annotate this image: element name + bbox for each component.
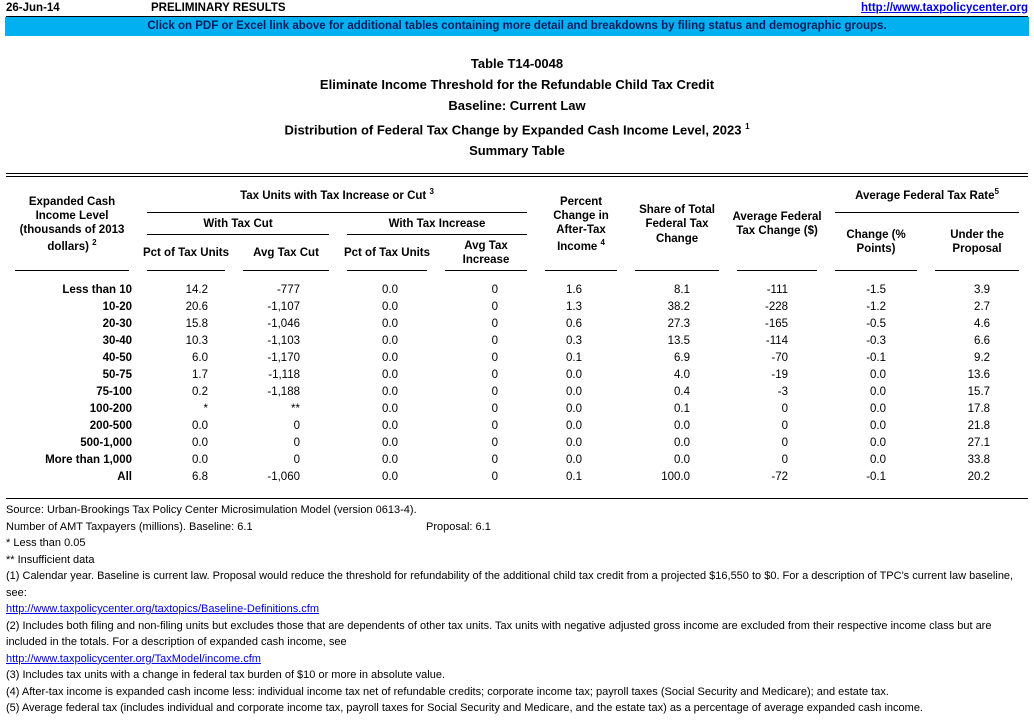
preliminary-results-label: PRELIMINARY RESULTS: [151, 2, 286, 14]
col-header-average-federal-tax-change: Average Federal Tax Change ($): [728, 177, 826, 271]
table-row: [6, 383, 1028, 400]
value-cell: 0: [293, 436, 300, 449]
value-cell: -1,046: [267, 317, 300, 330]
footnote-5: (5) Average federal tax (includes individual and corporate income tax, payroll taxes for Social Security and Medicare, and the estate tax) as a percentage of average expanded cash income.: [6, 702, 923, 715]
top-header-row: [6, 0, 1028, 17]
table-number-title: Table T14-0048: [470, 56, 564, 71]
col-group-tax-units-with-increase-or-cut: Tax Units with Tax Increase or Cut $^3$: [138, 177, 536, 213]
value-cell: -3: [777, 385, 789, 398]
value-cell: 4.6: [974, 317, 991, 330]
value-cell: 17.8: [967, 402, 991, 415]
value-cell: 0.1: [566, 470, 583, 483]
value-cell: 27.3: [667, 317, 691, 330]
doublestar-note: ** Insufficient data: [6, 553, 95, 566]
income-level-cell: 40-50: [102, 351, 132, 364]
value-cell: 0.0: [382, 470, 398, 483]
value-cell: *: [203, 402, 208, 415]
value-cell: 1.3: [566, 300, 583, 313]
value-cell: -70: [771, 351, 789, 364]
value-cell: 0.0: [870, 419, 887, 432]
value-cell: 0: [491, 436, 499, 449]
value-cell: 0.3: [566, 334, 583, 347]
footnote-4: (4) After-tax income is expanded cash income less: individual income tax net of refundable credits; corporate income tax; payroll taxes (Social Security and Medicare); and estate tax.: [6, 685, 889, 698]
col-header-expanded-cash-income: Expanded Cash Income Level (thousands of 2013 dollars) $^2$: [6, 177, 138, 271]
col-group-with-tax-increase: With Tax Increase: [338, 213, 536, 235]
value-cell: 38.2: [667, 300, 691, 313]
value-cell: 0.0: [566, 453, 583, 466]
value-cell: 8.1: [674, 283, 691, 296]
value-cell: -72: [771, 470, 789, 483]
table-row: [6, 298, 1028, 315]
value-cell: 0: [491, 402, 499, 415]
value-cell: 0.0: [870, 368, 887, 381]
table-body: [6, 271, 1028, 485]
col-group-average-federal-tax-rate: Average Federal Tax Rate$^5$: [826, 177, 1028, 213]
value-cell: 0.2: [192, 385, 208, 398]
value-cell: 0.0: [192, 453, 208, 466]
value-cell: -165: [765, 317, 789, 330]
value-cell: -777: [276, 283, 300, 296]
value-cell: 0.6: [566, 317, 583, 330]
proposal-title: Eliminate Income Threshold for the Refundable Child Tax Credit: [319, 77, 715, 92]
tpc-home-link[interactable]: http://www.taxpolicycenter.org: [861, 2, 1028, 14]
summary-table-title: Summary Table: [469, 143, 565, 159]
income-level-cell: 10-20: [102, 300, 132, 313]
footnote-1-link-row: [6, 601, 1028, 618]
value-cell: -0.5: [866, 317, 887, 330]
baseline-title: Baseline: Current Law: [448, 98, 586, 113]
table-row: [6, 366, 1028, 383]
income-level-cell: 75-100: [96, 385, 132, 398]
value-cell: 0.0: [382, 453, 398, 466]
value-cell: -114: [765, 334, 789, 347]
value-cell: 0.0: [870, 453, 887, 466]
col-group-with-tax-cut: With Tax Cut: [138, 213, 338, 235]
table-row: [6, 332, 1028, 349]
value-cell: 0.0: [674, 419, 691, 432]
value-cell: 2.7: [974, 300, 991, 313]
value-cell: 0: [781, 436, 789, 449]
value-cell: -0.1: [866, 470, 887, 483]
col-header-avg-tax-increase: Avg Tax Increase: [436, 235, 536, 271]
value-cell: 0.0: [382, 436, 398, 449]
footnote-1: (1) Calendar year. Baseline is current law. Proposal would reduce the threshold for refundability of the additional child tax credit from a projected $16,550 to $0. For a description of TPC's current law baseline, see:: [6, 570, 1014, 599]
info-banner: Click on PDF or Excel link above for additional tables containing more detail and breakdowns by filing status and demographic groups.: [5, 17, 1029, 36]
value-cell: 100.0: [661, 470, 691, 483]
table-row: [6, 400, 1028, 417]
value-cell: 0.0: [566, 368, 583, 381]
footnote-3: (3) Includes tax units with a change in federal tax burden of $10 or more in absolute value.: [6, 669, 446, 682]
amt-proposal-value: Proposal: 6.1: [426, 520, 491, 533]
value-cell: -1,118: [268, 368, 300, 381]
value-cell: 15.8: [185, 317, 208, 330]
value-cell: 0: [491, 334, 499, 347]
value-cell: 0: [491, 419, 499, 432]
footnotes-block: [6, 502, 1028, 717]
value-cell: 33.8: [967, 453, 991, 466]
value-cell: -1,060: [267, 470, 300, 483]
value-cell: -1,103: [267, 334, 300, 347]
income-level-cell: 200-500: [89, 419, 132, 432]
value-cell: 0: [491, 470, 499, 483]
value-cell: 6.0: [192, 351, 208, 364]
col-header-pct-of-tax-units-increase: Pct of Tax Units: [338, 235, 436, 271]
income-level-cell: 30-40: [102, 334, 132, 347]
col-header-share-of-total-federal-tax-change: Share of Total Federal Tax Change: [626, 177, 728, 271]
value-cell: -1,107: [267, 300, 300, 313]
distribution-title: Distribution of Federal Tax Change by Expanded Cash Income Level, 2023 $^1$: [284, 122, 750, 138]
value-cell: 0: [781, 453, 789, 466]
value-cell: 0.0: [382, 402, 398, 415]
baseline-definitions-link[interactable]: http://www.taxpolicycenter.org/taxtopics/Baseline-Definitions.cfm: [6, 603, 320, 616]
value-cell: -19: [771, 368, 789, 381]
value-cell: **: [291, 402, 300, 415]
value-cell: 1.6: [566, 283, 583, 296]
col-header-pct-of-tax-units-cut: Pct of Tax Units: [138, 235, 234, 271]
footnote-ref-2: 2: [92, 237, 97, 247]
value-cell: -0.3: [866, 334, 887, 347]
value-cell: 13.5: [667, 334, 691, 347]
table-row: [6, 434, 1028, 451]
value-cell: 20.2: [967, 470, 991, 483]
footnote-2: (2) Includes both filing and non-filing units but excludes those that are dependents of other tax units. Tax units with negative adjusted gross income are excluded from their respective income class but are included in the totals. For a description of expanded cash income, see: [6, 619, 992, 649]
col-header-rate-under-proposal: Under the Proposal: [926, 213, 1028, 271]
value-cell: 10.3: [185, 334, 208, 347]
value-cell: 6.8: [192, 470, 208, 483]
col-header-rate-change-points: Change (% Points): [826, 213, 926, 271]
value-cell: 0.0: [192, 419, 208, 432]
value-cell: 0.0: [870, 436, 887, 449]
value-cell: 0: [293, 453, 300, 466]
value-cell: 0.0: [382, 283, 398, 296]
value-cell: 0.0: [192, 436, 208, 449]
value-cell: 0: [491, 300, 499, 313]
value-cell: 21.8: [967, 419, 991, 432]
value-cell: 0.0: [566, 402, 583, 415]
title-block: [6, 53, 1028, 161]
value-cell: 13.6: [967, 368, 991, 381]
value-cell: 0: [491, 283, 499, 296]
source-note: Source: Urban-Brookings Tax Policy Center Microsimulation Model (version 0613-4).: [6, 504, 417, 517]
value-cell: -0.1: [866, 351, 887, 364]
value-cell: 0.4: [674, 385, 691, 398]
amt-taxpayers-note: Number of AMT Taxpayers (millions). Baseline: 6.1 Proposal: 6.1: [6, 519, 1028, 536]
table-bottom-rule: [6, 498, 1028, 499]
value-cell: 0.0: [566, 419, 583, 432]
footnote-ref-3: 3: [429, 187, 434, 197]
income-definition-link[interactable]: http://www.taxpolicycenter.org/TaxModel/income.cfm: [6, 652, 261, 665]
value-cell: 0.0: [382, 351, 398, 364]
footnote-ref-4: 4: [600, 237, 605, 247]
value-cell: 0.0: [382, 368, 398, 381]
footnote-ref-5: 5: [994, 187, 999, 197]
value-cell: -1.2: [866, 300, 887, 313]
table-row: [6, 271, 1028, 298]
value-cell: 0.0: [382, 385, 398, 398]
value-cell: -111: [766, 283, 789, 296]
value-cell: 1.7: [192, 368, 208, 381]
table-row: [6, 417, 1028, 434]
value-cell: -1,188: [267, 385, 300, 398]
table-row: [6, 349, 1028, 366]
value-cell: -1.5: [866, 283, 887, 296]
income-level-cell: All: [117, 470, 132, 483]
value-cell: 0.1: [566, 351, 583, 364]
value-cell: 0.1: [674, 402, 691, 415]
value-cell: 0: [293, 419, 300, 432]
value-cell: 6.6: [974, 334, 991, 347]
value-cell: 0.0: [382, 334, 398, 347]
value-cell: 0: [781, 402, 789, 415]
income-level-cell: More than 1,000: [45, 453, 132, 466]
col-header-avg-tax-cut: Avg Tax Cut: [234, 235, 338, 271]
value-cell: -1,170: [267, 351, 300, 364]
footnote-2-link-row: [6, 651, 1028, 668]
value-cell: 0.0: [674, 436, 691, 449]
value-cell: -228: [765, 300, 789, 313]
value-cell: 0.0: [674, 453, 691, 466]
star-note: * Less than 0.05: [6, 537, 86, 550]
value-cell: 0.0: [566, 436, 583, 449]
value-cell: 0.0: [870, 385, 887, 398]
value-cell: 3.9: [974, 283, 991, 296]
col-header-percent-change-after-tax-income: Percent Change in After-Tax Income $^4$: [536, 177, 626, 271]
value-cell: 0: [491, 385, 499, 398]
table-row: [6, 468, 1028, 485]
value-cell: 0: [491, 368, 499, 381]
value-cell: 4.0: [674, 368, 691, 381]
income-level-cell: 20-30: [102, 317, 132, 330]
value-cell: 0: [491, 317, 499, 330]
value-cell: 14.2: [185, 283, 208, 296]
table-row: [6, 315, 1028, 332]
income-level-cell: 500-1,000: [80, 436, 132, 449]
value-cell: 20.6: [185, 300, 208, 313]
value-cell: 27.1: [967, 436, 991, 449]
value-cell: 0: [491, 351, 499, 364]
value-cell: 0: [491, 453, 499, 466]
date-label: 26-Jun-14: [6, 2, 60, 14]
income-level-cell: Less than 10: [62, 283, 132, 296]
table-row: [6, 451, 1028, 468]
income-level-cell: 100-200: [89, 402, 132, 415]
income-level-cell: 50-75: [102, 368, 132, 381]
value-cell: 0.0: [870, 402, 887, 415]
value-cell: 0: [781, 419, 789, 432]
distribution-table: [6, 177, 1028, 485]
footnote-ref-1: 1: [745, 122, 750, 131]
value-cell: 0.0: [382, 419, 398, 432]
value-cell: 9.2: [974, 351, 991, 364]
value-cell: 6.9: [674, 351, 691, 364]
value-cell: 15.7: [967, 385, 991, 398]
value-cell: 0.0: [566, 385, 583, 398]
value-cell: 0.0: [382, 300, 398, 313]
value-cell: 0.0: [382, 317, 398, 330]
